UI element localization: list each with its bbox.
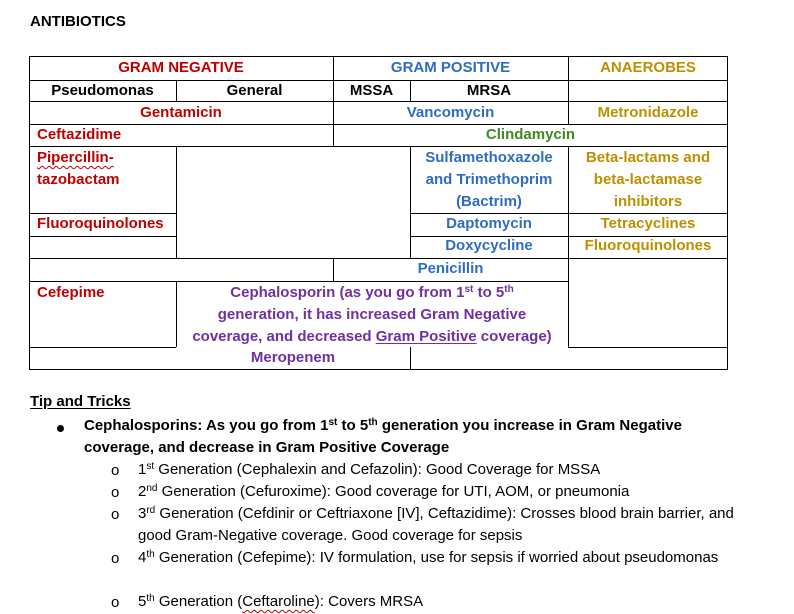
subheader-mssa: MSSA — [349, 82, 394, 99]
ceph-line3-underlined: Gram Positive — [375, 328, 477, 345]
subheader-mrsa: MRSA — [466, 82, 512, 99]
main-sup1: st — [328, 417, 338, 428]
tips-heading: Tip and Tricks — [30, 393, 131, 410]
sub-bullet-icon: o — [111, 594, 120, 611]
ceph-line3a: coverage, and decreased — [192, 328, 376, 345]
cell-fluoroquinolones-anaerobes: Fluoroquinolones — [584, 237, 712, 254]
sub-bullet-icon: o — [111, 550, 120, 567]
pip-line2: tazobactam — [37, 171, 120, 188]
cell-piperacillin-tazobactam — [37, 147, 176, 191]
cell-metronidazole: Metronidazole — [597, 104, 699, 121]
cell-gentamicin: Gentamicin — [140, 104, 222, 121]
bactrim-line1: Sulfamethoxazole — [425, 149, 553, 166]
subheader-pseudomonas: Pseudomonas — [51, 82, 154, 99]
cell-cephalosporin — [176, 282, 568, 348]
header-gram-negative: GRAM NEGATIVE — [118, 59, 244, 76]
cell-cefepime: Cefepime — [37, 284, 105, 301]
cell-clindamycin: Clindamycin — [485, 126, 576, 143]
main-text-b: to 5 — [337, 417, 369, 434]
bactrim-line2: and Trimethoprim — [425, 171, 553, 188]
tip-item-1: 1st Generation (Cephalexin and Cefazolin): Good Coverage for MSSA — [138, 461, 601, 478]
cell-beta-lactams — [568, 147, 728, 213]
sub-bullet-icon: o — [111, 484, 120, 501]
header-gram-positive: GRAM POSITIVE — [390, 59, 511, 76]
ceph-line3b: coverage) — [476, 328, 552, 345]
cell-tetracyclines: Tetracyclines — [600, 215, 696, 232]
antibiotics-table — [29, 56, 728, 370]
cell-vancomycin: Vancomycin — [406, 104, 495, 121]
bullet-icon — [57, 425, 64, 432]
cell-meropenem: Meropenem — [250, 349, 336, 366]
tip-item-2: 2nd Generation (Cefuroxime): Good coverage for UTI, AOM, or pneumonia — [138, 483, 630, 500]
cell-doxycycline: Doxycycline — [445, 237, 533, 254]
subheader-general: General — [226, 82, 283, 99]
ceph-line1b: to 5 — [473, 284, 505, 301]
header-anaerobes: ANAEROBES — [600, 59, 696, 76]
tip-item-5: 5th Generation (Ceftaroline): Covers MRSA — [138, 593, 424, 610]
page-title: ANTIBIOTICS — [30, 13, 126, 30]
cell-ceftazidime: Ceftazidime — [37, 126, 122, 143]
cell-fluoroquinolones-gram-negative: Fluoroquinolones — [37, 215, 164, 232]
tip-item-4: 4th Generation (Cefepime): IV formulation, use for sepsis if worried about pseudomonas — [138, 549, 719, 566]
cell-daptomycin: Daptomycin — [446, 215, 532, 232]
bactrim-line3: (Bactrim) — [456, 193, 522, 210]
ceph-line2: generation, it has increased Gram Negative — [217, 306, 527, 323]
ceph-line1a: Cephalosporin (as you go from 1 — [230, 284, 465, 301]
sub-bullet-icon: o — [111, 462, 120, 479]
main-text-a: Cephalosporins: As you go from 1 — [84, 417, 329, 434]
sub-bullet-icon: o — [111, 506, 120, 523]
beta-line3: inhibitors — [613, 193, 683, 210]
pip-line1: Pipercillin- — [37, 149, 114, 166]
ceph-sup2: th — [504, 284, 514, 295]
cell-penicillin: Penicillin — [417, 260, 484, 277]
main-sup2: th — [368, 417, 378, 428]
tips-main-bullet — [84, 415, 724, 459]
ceph-sup1: st — [464, 284, 474, 295]
main-text-c: generation you increase in Gram Negative coverage, and decrease in Gram Positive Coverage — [84, 417, 682, 456]
beta-line1: Beta-lactams and — [585, 149, 711, 166]
cell-bactrim — [410, 147, 568, 213]
beta-line2: beta-lactamase — [593, 171, 703, 188]
tip-item-3: 3rd Generation (Cefdinir or Ceftriaxone [IV], Ceftazidime): Crosses blood brain barrier, and good Gram-Negative coverage. Good coverage for sepsis — [138, 505, 734, 544]
